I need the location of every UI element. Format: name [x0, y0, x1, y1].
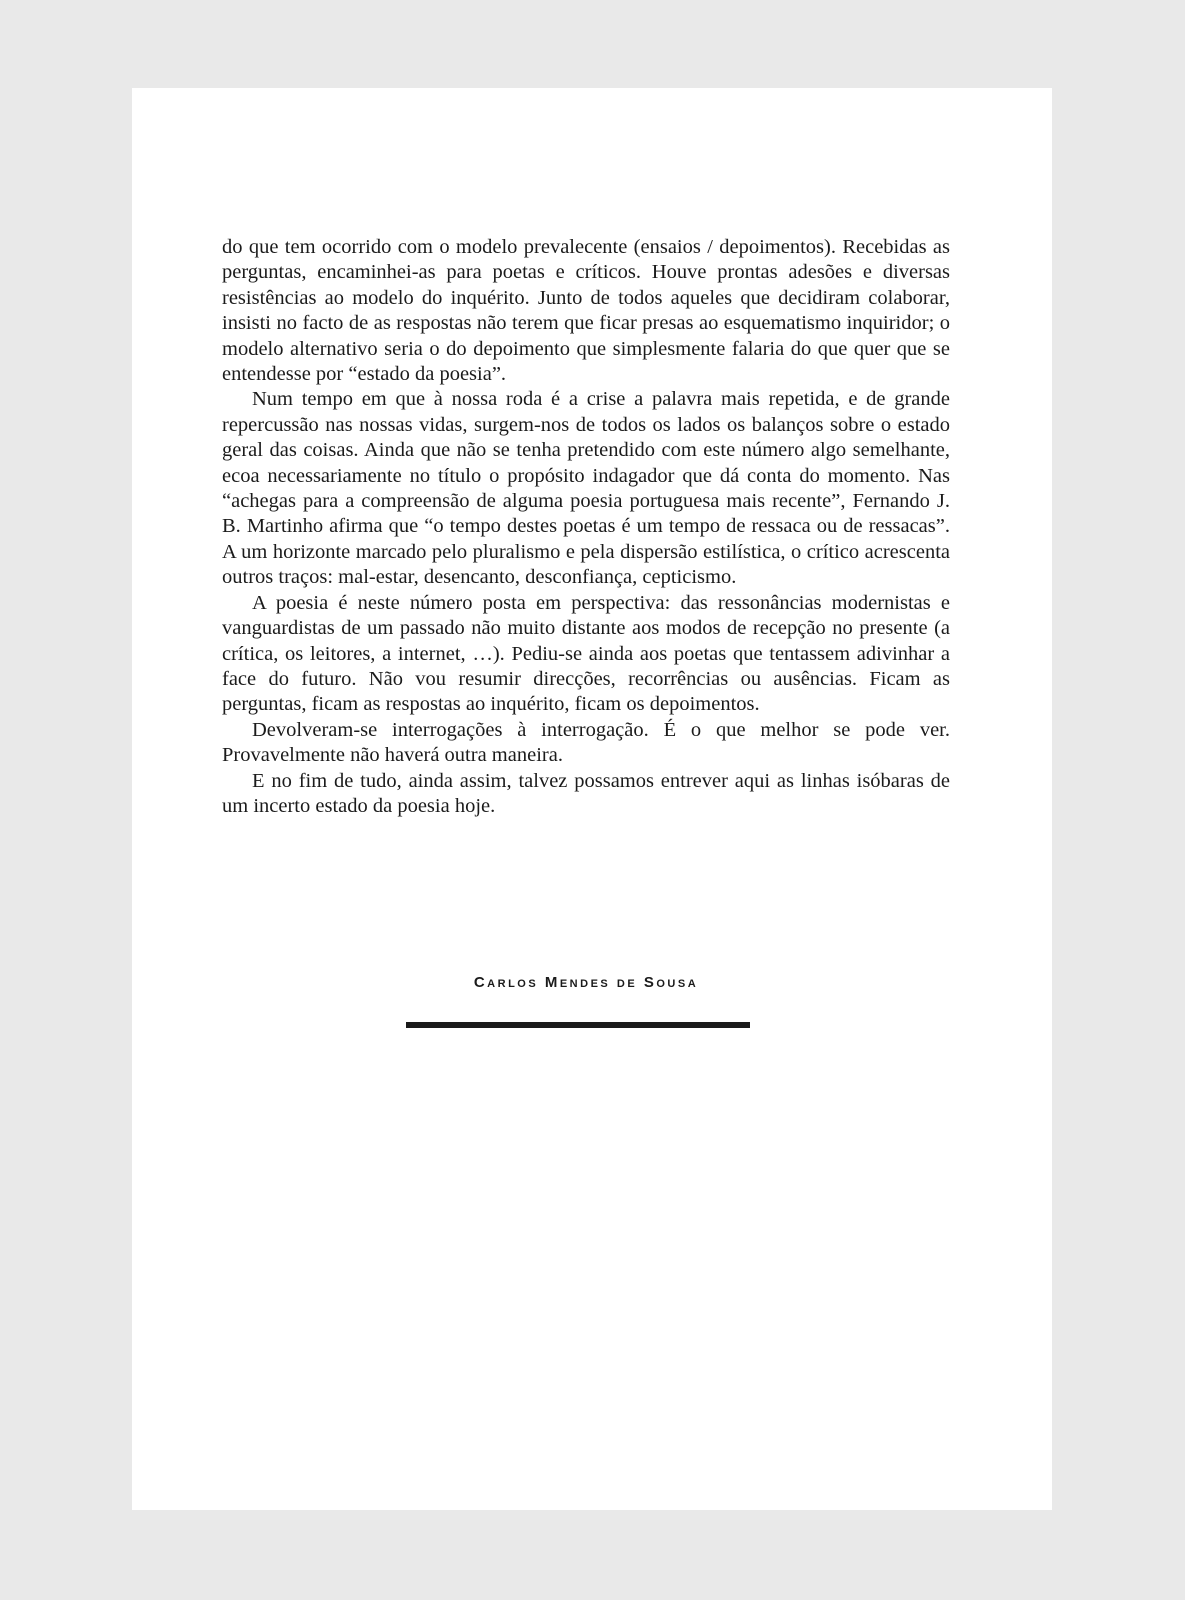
paragraph: Num tempo em que à nossa roda é a crise a palavra mais repetida, e de grande repercussão nas nossas vidas, surgem-nos de todos os lados os balanços sobre o estado geral das coisas. Ainda que não se tenha pretendido com este número algo semelhante, ecoa necessariamente no título o propósito indagador que dá conta do momento. Nas “achegas para a compreensão de alguma poesia portuguesa mais recente”, Fernando J. B. Martinho afirma que “o tempo destes poetas é um tempo de ressaca ou de ressacas”. A um horizonte marcado pelo pluralismo e pela dispersão estilística, o crítico acrescenta outros traços: mal-estar, desencanto, desconfiança, cepticismo. [222, 388, 950, 589]
paragraph: A poesia é neste número posta em perspectiva: das ressonâncias modernistas e vanguardistas de um passado não muito distante aos modos de recepção no presente (a crítica, os leitores, a internet, …). Pediu-se ainda aos poetas que tentassem adivinhar a face do futuro. Não vou resumir direcções, recorrências ou ausências. Ficam as perguntas, ficam as respostas ao inquérito, ficam os depoimentos. [222, 591, 950, 716]
paragraph: do que tem ocorrido com o modelo prevalecente (ensaios / depoimentos). Recebidas as perguntas, encaminhei-as para poetas e críticos. Houve prontas adesões e diversas resistências ao modelo do inquérito. Junto de todos aqueles que decidiram colaborar, insisti no facto de as respostas não terem que ficar presas ao esquematismo inquiridor; o modelo alternativo seria o do depoimento que simplesmente falaria do que quer que se entendesse por “estado da poesia”. [222, 236, 950, 386]
paragraph: Devolveram-se interrogações à interrogação. É o que melhor se pode ver. Provavelmente não haverá outra maneira. [222, 718, 950, 767]
footer-rule [406, 1022, 750, 1028]
author-name: Carlos Mendes de Sousa [473, 974, 699, 991]
body-text [222, 235, 950, 819]
paragraph: E no fim de tudo, ainda assim, talvez possamos entrever aqui as linhas isóbaras de um incerto estado da poesia hoje. [222, 769, 950, 817]
document-page [132, 88, 1052, 1510]
